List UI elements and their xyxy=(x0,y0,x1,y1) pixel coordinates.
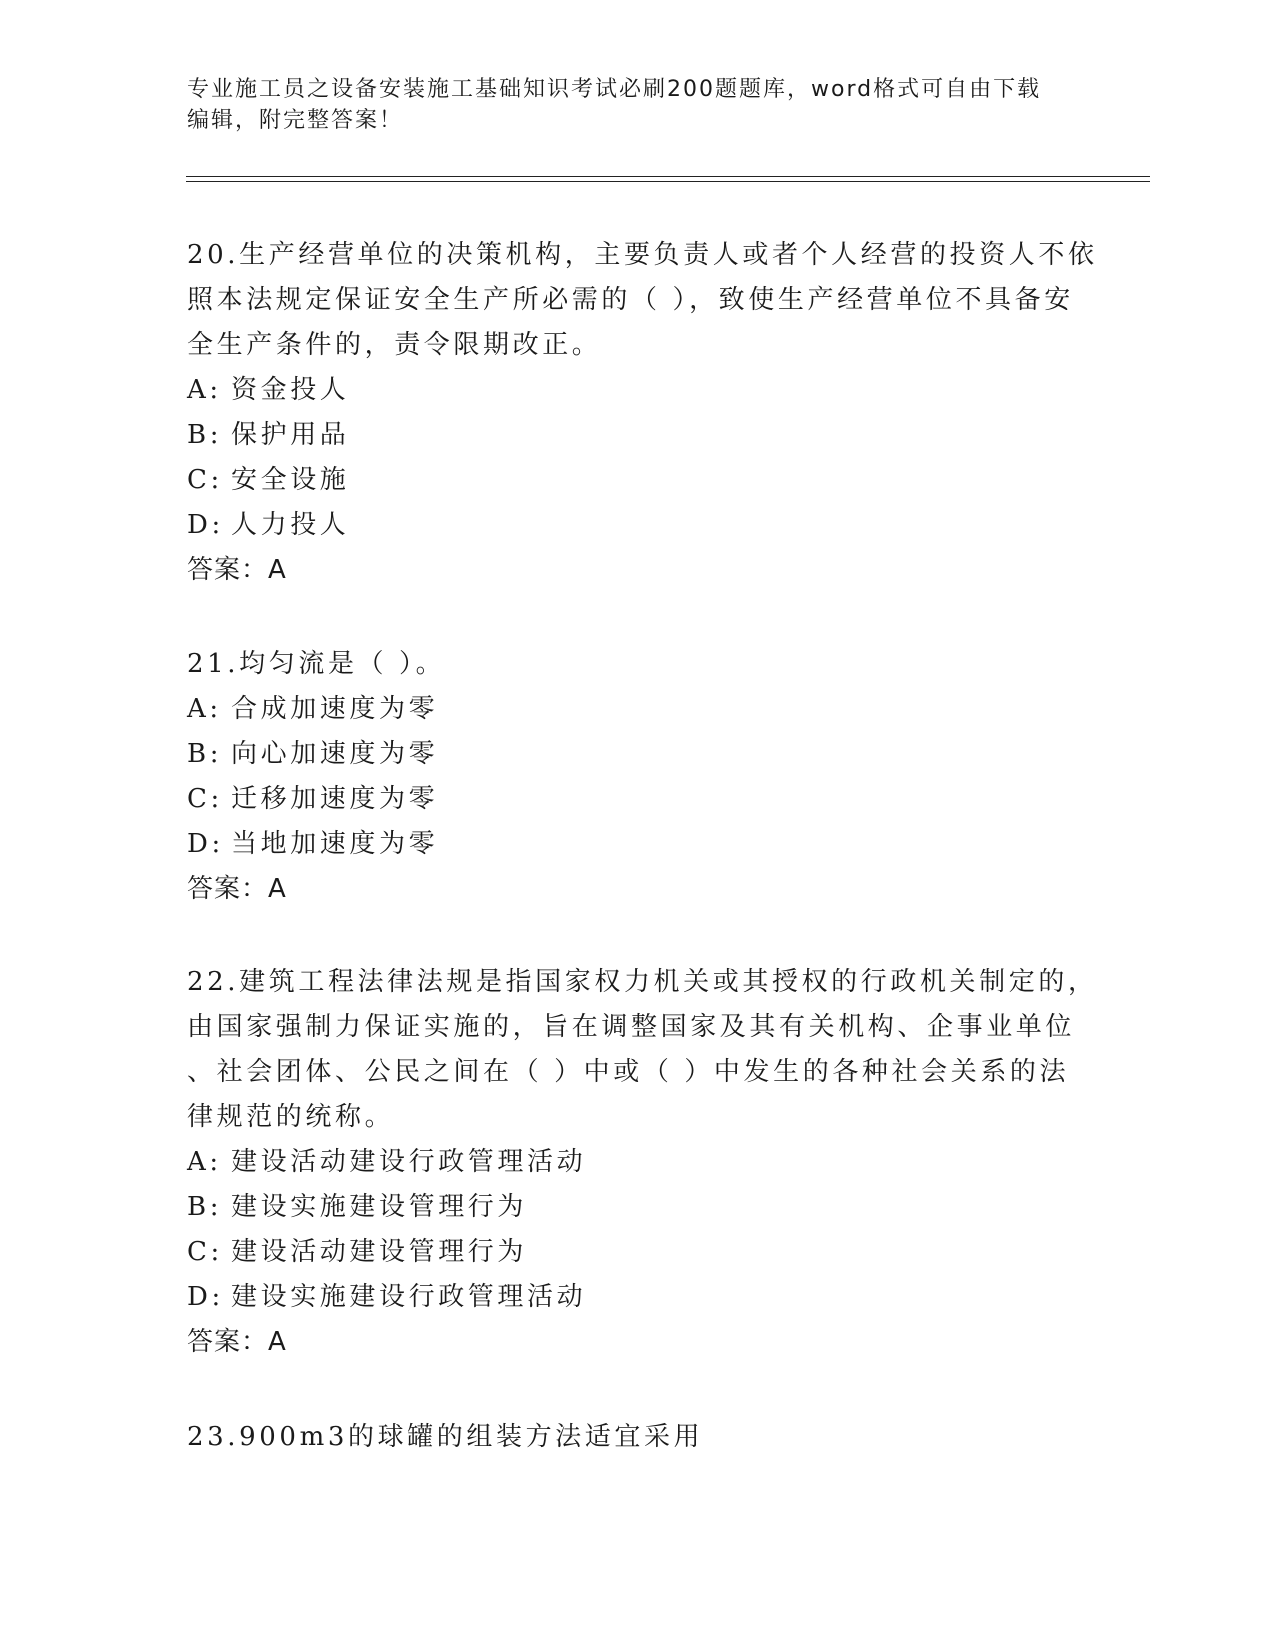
option-c xyxy=(187,458,1087,503)
option-b xyxy=(187,413,1087,458)
option-text: 建设实施建设行政管理活动 xyxy=(231,1282,587,1312)
option-a xyxy=(187,368,1087,413)
option-key: B: xyxy=(187,739,223,769)
question-stem xyxy=(187,960,1098,1140)
stem-line: 20.生产经营单位的决策机构，主要负责人或者个人经营的投资人不依 xyxy=(187,240,1098,270)
option-text: 安全设施 xyxy=(231,465,350,495)
option-key: D: xyxy=(187,1282,224,1312)
option-a xyxy=(187,687,1087,732)
header-title-line-1: 专业施工员之设备安装施工基础知识考试必刷200题题库，word格式可自由下载 xyxy=(187,77,1042,102)
question-21 xyxy=(187,642,1087,912)
option-key: D: xyxy=(187,829,224,859)
stem-line: 21.均匀流是（ ）。 xyxy=(187,649,446,679)
stem-line: 由国家强制力保证实施的，旨在调整国家及其有关机构、企事业单位 xyxy=(187,1012,1076,1042)
option-key: A: xyxy=(187,694,222,724)
option-c xyxy=(187,777,1087,822)
option-c xyxy=(187,1230,1087,1275)
option-d xyxy=(187,822,1087,867)
question-stem xyxy=(187,642,1087,687)
option-d xyxy=(187,503,1087,548)
answer-line: 答案：A xyxy=(187,555,287,585)
header-divider-top xyxy=(186,176,1150,177)
option-d xyxy=(187,1275,1087,1320)
option-text: 迁移加速度为零 xyxy=(231,784,439,814)
option-text: 合成加速度为零 xyxy=(231,694,439,724)
question-stem xyxy=(187,1415,1087,1460)
option-text: 保护用品 xyxy=(231,420,350,450)
option-key: A: xyxy=(187,375,222,405)
option-b xyxy=(187,732,1087,777)
question-22 xyxy=(187,960,1098,1365)
option-text: 资金投人 xyxy=(231,375,350,405)
stem-line: 全生产条件的，责令限期改正。 xyxy=(187,330,602,360)
header-title-line-2: 编辑，附完整答案！ xyxy=(187,108,404,133)
question-23 xyxy=(187,1415,1087,1460)
option-text: 建设活动建设管理行为 xyxy=(231,1237,528,1267)
option-key: C: xyxy=(187,1237,223,1267)
option-key: D: xyxy=(187,510,224,540)
option-key: C: xyxy=(187,465,223,495)
option-key: B: xyxy=(187,1192,223,1222)
option-key: B: xyxy=(187,420,223,450)
document-header xyxy=(187,74,1067,136)
stem-line: 律规范的统称。 xyxy=(187,1102,395,1132)
answer-line: 答案：A xyxy=(187,1327,287,1357)
option-text: 向心加速度为零 xyxy=(231,739,439,769)
option-a xyxy=(187,1140,1087,1185)
question-20 xyxy=(187,233,1098,593)
option-key: C: xyxy=(187,784,223,814)
option-text: 建设活动建设行政管理活动 xyxy=(231,1147,587,1177)
option-key: A: xyxy=(187,1147,222,1177)
stem-line: 23.900m3的球罐的组装方法适宜采用 xyxy=(187,1422,704,1452)
stem-line: 、社会团体、公民之间在（ ）中或（ ）中发生的各种社会关系的法 xyxy=(187,1057,1070,1087)
stem-line: 照本法规定保证安全生产所必需的（ ），致使生产经营单位不具备安 xyxy=(187,285,1074,315)
option-b xyxy=(187,1185,1087,1230)
answer-line: 答案：A xyxy=(187,874,287,904)
option-text: 建设实施建设管理行为 xyxy=(231,1192,528,1222)
stem-line: 22.建筑工程法律法规是指国家权力机关或其授权的行政机关制定的， xyxy=(187,967,1098,997)
option-text: 当地加速度为零 xyxy=(231,829,439,859)
header-divider-bottom xyxy=(186,181,1150,182)
question-stem xyxy=(187,233,1098,368)
option-text: 人力投人 xyxy=(231,510,350,540)
